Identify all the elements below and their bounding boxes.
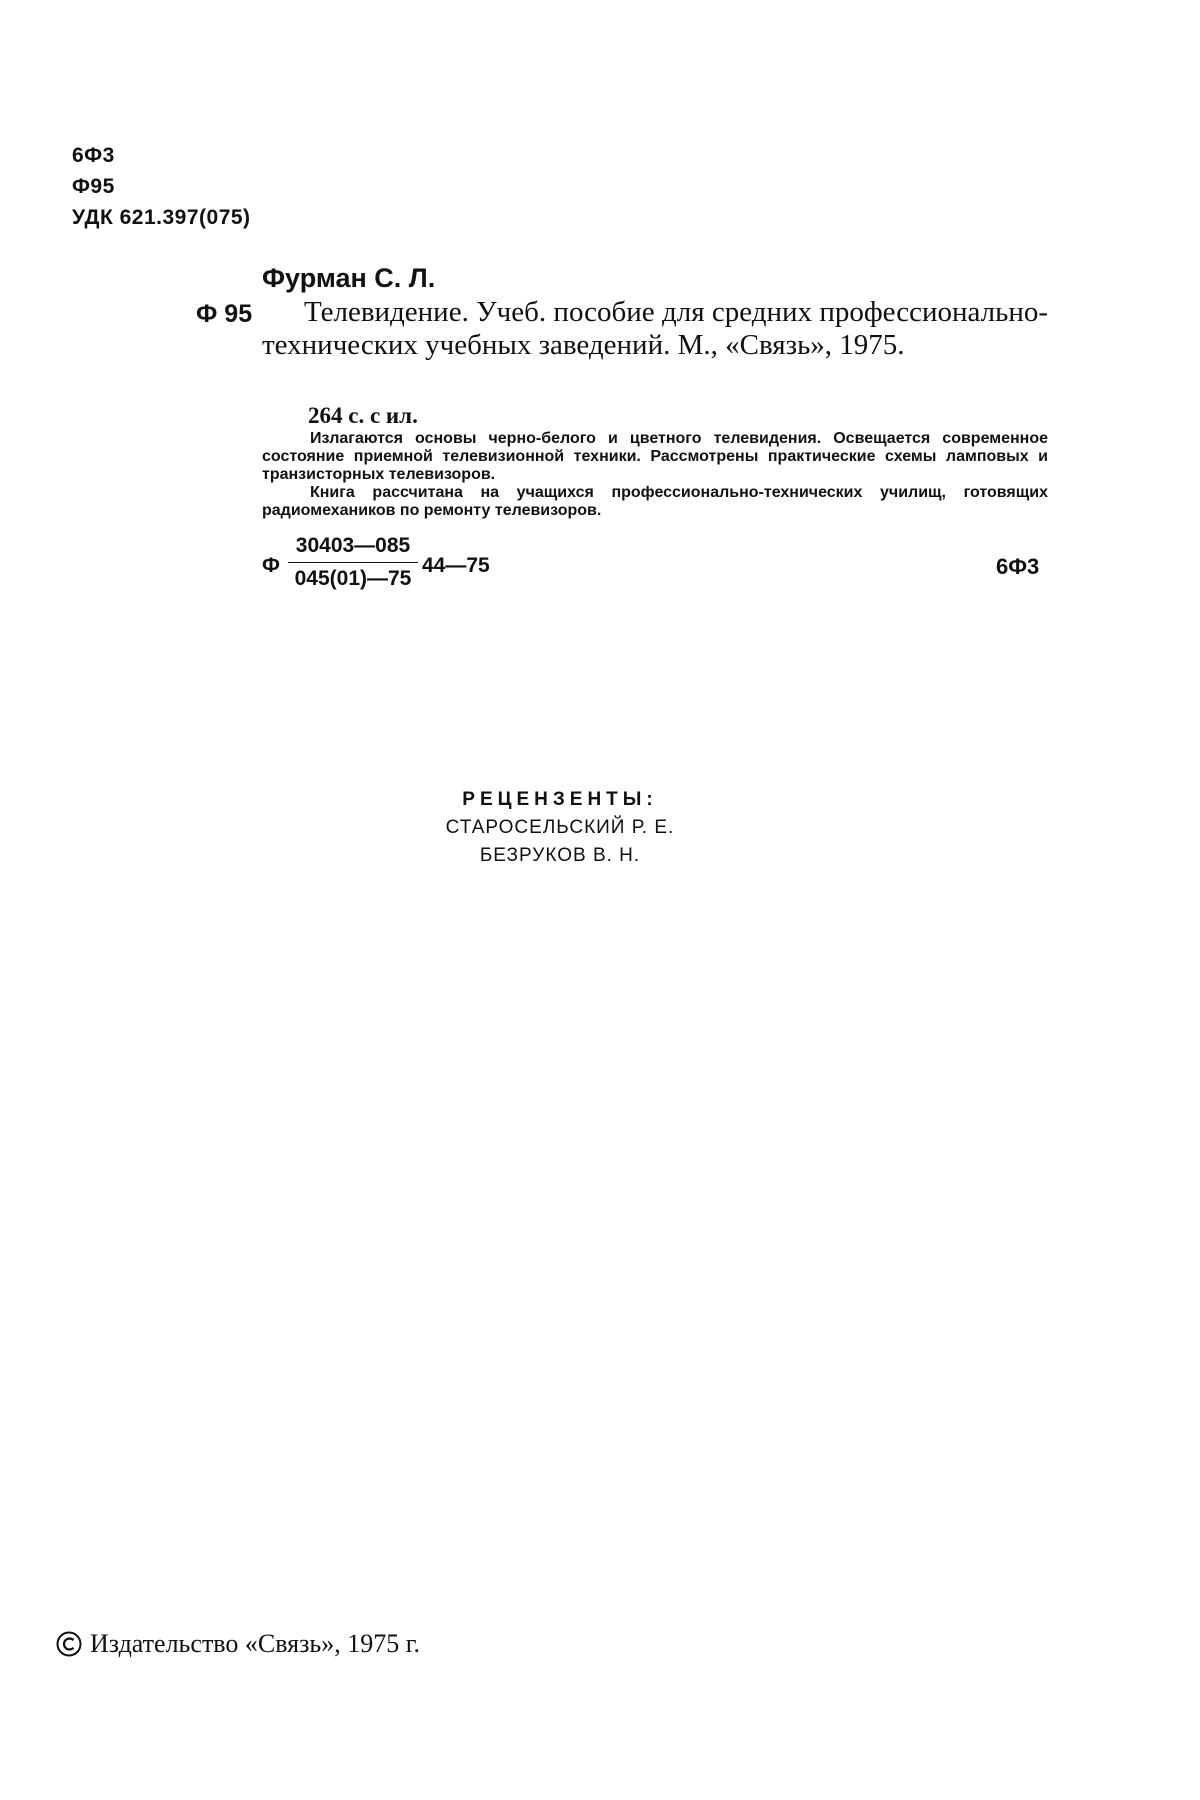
fraction-prefix: Ф xyxy=(262,554,280,577)
annotation-paragraph-2: Книга рассчитана на учащихся профессионально-технических училищ, готовящих радиомехаников по ремонту телевизоров. xyxy=(262,484,1048,519)
bbk-code: 6Ф3 xyxy=(72,144,115,167)
fraction-tail: 44—75 xyxy=(422,554,490,577)
author-name: Фурман С. Л. xyxy=(262,263,436,293)
reviewers-block xyxy=(360,786,760,870)
author-mark: Ф95 xyxy=(72,175,115,198)
book-title: Телевидение. Учеб. пособие для средних профессионально-технических учебных заведений. М., «Связь», 1975. xyxy=(262,296,1048,361)
fraction-code: 6Ф3 xyxy=(996,554,1040,579)
annotation-paragraph-1: Излагаются основы черно-белого и цветного телевидения. Освещается современное состояние приемной телевизионной техники. Рассмотрены практические схемы ламповых и транзисторных телевизоров. xyxy=(262,430,1048,483)
call-number: Ф 95 xyxy=(196,300,253,328)
fraction-numerator: 30403—085 xyxy=(288,532,418,563)
fraction-denominator: 045(01)—75 xyxy=(294,567,412,590)
copyright-text: Издательство «Связь», 1975 г. xyxy=(90,1629,421,1658)
copyright-line xyxy=(56,1628,420,1660)
library-codes xyxy=(72,140,251,233)
reviewer-name: СТАРОСЕЛЬСКИЙ Р. Е. xyxy=(445,817,675,838)
annotation xyxy=(262,430,1048,520)
page-count: 264 с. с ил. xyxy=(308,403,418,428)
reviewer-name: БЕЗРУКОВ В. Н. xyxy=(479,845,641,866)
reviewers-heading: РЕЦЕНЗЕНТЫ: xyxy=(462,789,658,810)
udc-code: УДК 621.397(075) xyxy=(72,206,251,229)
catalog-fraction xyxy=(288,532,418,593)
copyright-icon xyxy=(56,1631,82,1657)
